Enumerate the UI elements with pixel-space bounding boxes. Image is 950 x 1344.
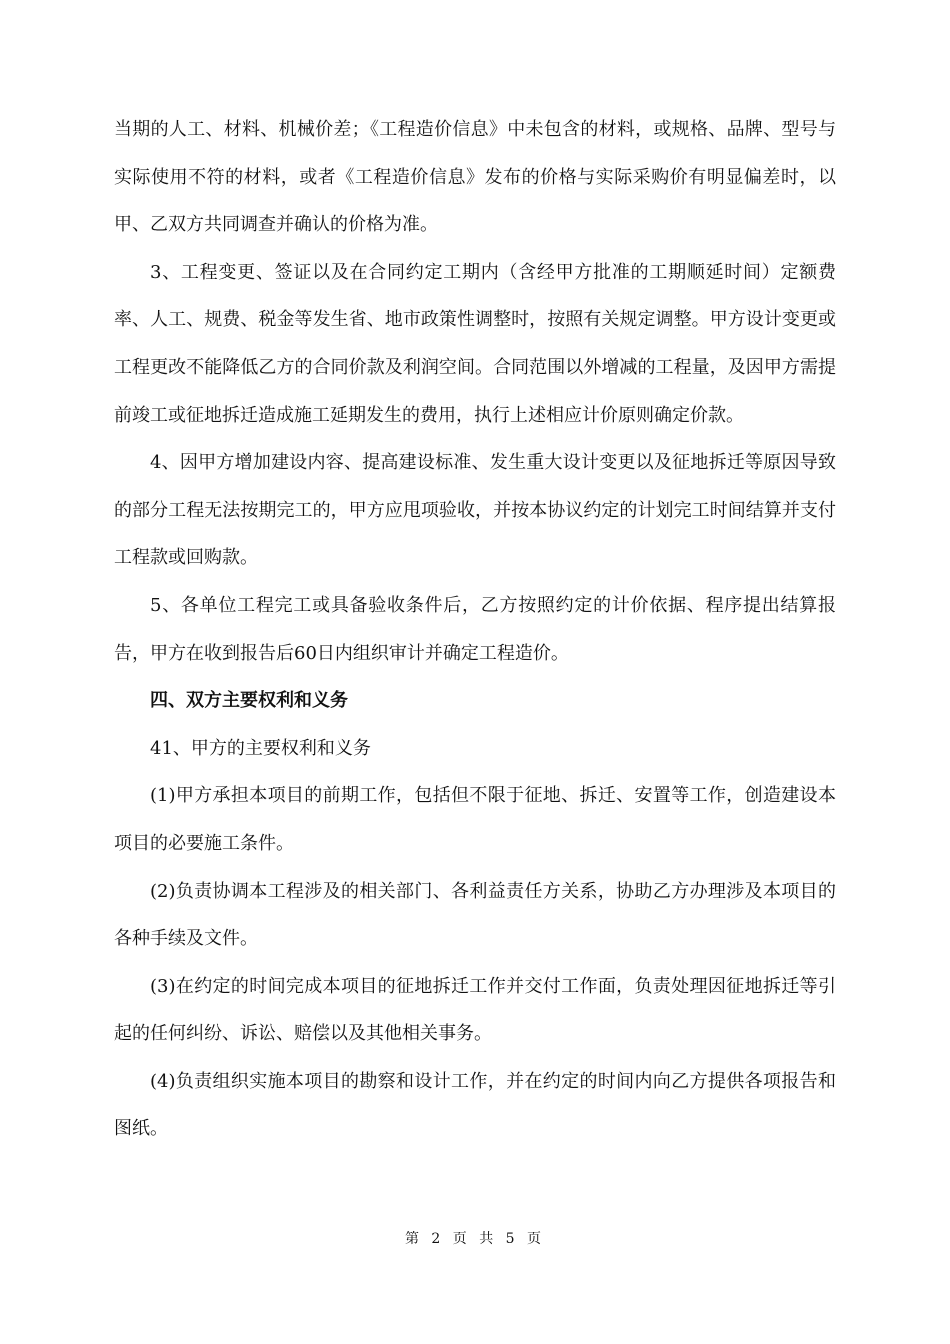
- paragraph-item-4: 4、因甲方增加建设内容、提高建设标准、发生重大设计变更以及征地拆迁等原因导致的部分工程无法按期完工的，甲方应甩项验收，并按本协议约定的计划完工时间结算并支付工程款或回购款。: [114, 452, 836, 569]
- paragraph-item-3: 3、工程变更、签证以及在合同约定工期内（含经甲方批准的工期顺延时间）定额费率、人工、规费、税金等发生省、地市政策性调整时，按照有关规定调整。甲方设计变更或工程更改不能降低乙方的合同价款及利润空间。合同范围以外增减的工程量，及因甲方需提前竣工或征地拆迁造成施工延期发生的费用，执行上述相应计价原则确定价款。: [114, 261, 836, 426]
- paragraph-item-5: 5、各单位工程完工或具备验收条件后，乙方按照约定的计价依据、程序提出结算报告，甲方在收到报告后60日内组织审计并确定工程造价。: [114, 594, 836, 664]
- subsection-heading-party-a: 41、甲方的主要权利和义务: [150, 737, 371, 759]
- paragraph-clause-1: (1)甲方承担本项目的前期工作，包括但不限于征地、拆迁、安置等工作，创造建设本项目的必要施工条件。: [114, 785, 836, 854]
- section-heading-rights-obligations: 四、双方主要权利和义务: [150, 690, 348, 712]
- page-number-footer: 第 2 页 共 5 页: [404, 1231, 546, 1247]
- paragraph-clause-3: (3)在约定的时间完成本项目的征地拆迁工作并交付工作面，负责处理因征地拆迁等引起的任何纠纷、诉讼、赔偿以及其他相关事务。: [114, 975, 836, 1045]
- paragraph-clause-2: (2)负责协调本工程涉及的相关部门、各利益责任方关系，协助乙方办理涉及本项目的各种手续及文件。: [114, 880, 836, 950]
- paragraph-price-difference: 当期的人工、材料、机械价差；《工程造价信息》中未包含的材料，或规格、品牌、型号与实际使用不符的材料，或者《工程造价信息》发布的价格与实际采购价有明显偏差时，以甲、乙双方共同调查并确认的价格为准。: [114, 119, 836, 236]
- document-body: [114, 106, 836, 1153]
- paragraph-clause-4: (4)负责组织实施本项目的勘察和设计工作，并在约定的时间内向乙方提供各项报告和图纸。: [114, 1070, 836, 1140]
